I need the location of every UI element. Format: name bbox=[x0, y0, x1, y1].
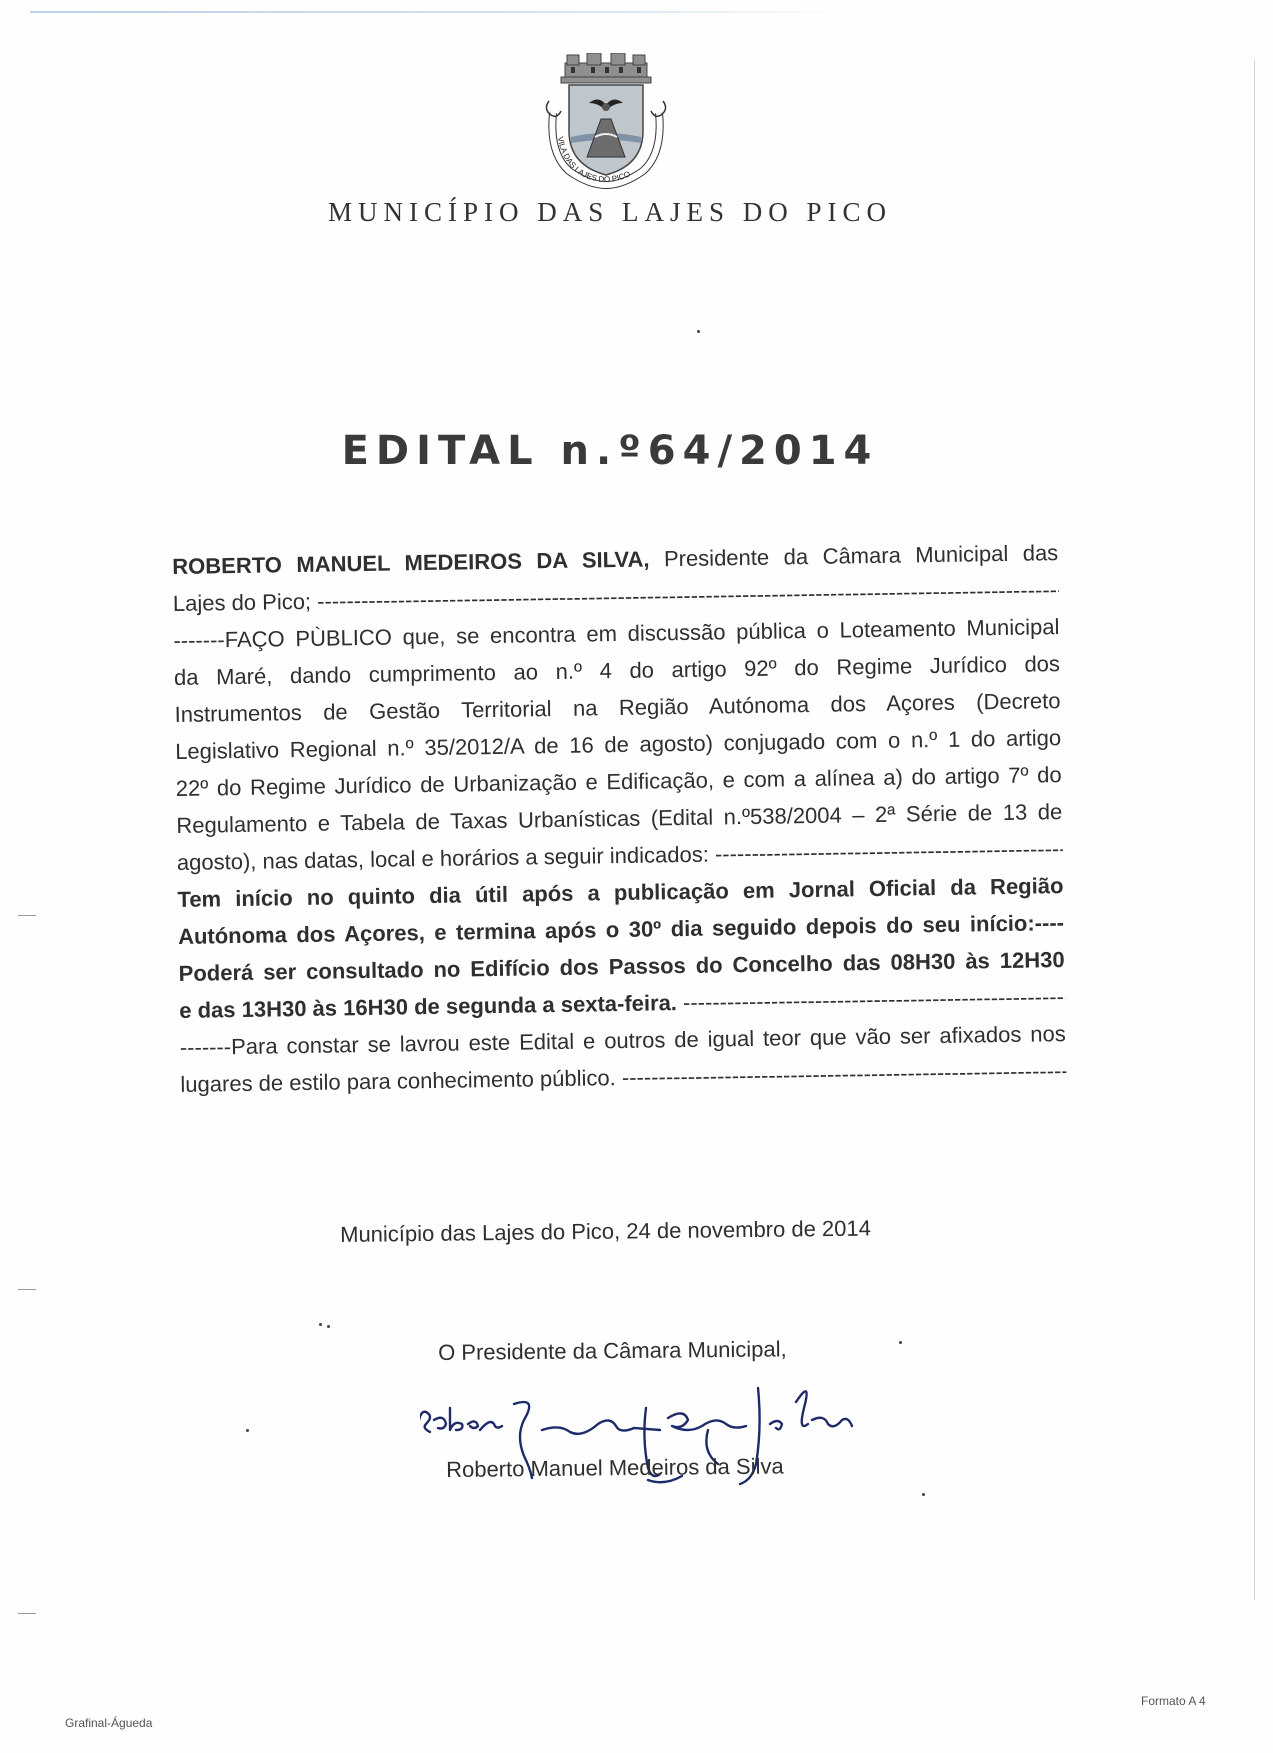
body-text: -------FAÇO PÙBLICO que, se encontra em discussão pública o Loteamento Municipal bbox=[173, 614, 1060, 653]
speck bbox=[697, 330, 700, 333]
speck bbox=[899, 1341, 902, 1344]
printer-mark: Grafinal-Águeda bbox=[65, 1716, 153, 1730]
bold-text: Autónoma dos Açores, e termina após o 30º dia seguido depois do seu início:---- bbox=[177, 910, 1065, 949]
body-text: Presidente da Câmara Municipal das bbox=[649, 540, 1059, 572]
place-date: Município das Lajes do Pico, 24 de novembro de 2014 bbox=[340, 1215, 872, 1247]
margin-tick bbox=[18, 915, 36, 916]
body-text: da Maré, dando cumprimento ao n.º 4 do artigo 92º do Regime Jurídico dos bbox=[173, 651, 1061, 690]
bold-text: ROBERTO MANUEL MEDEIROS DA SILVA, bbox=[172, 546, 650, 579]
body-text: agosto), nas datas, local e horários a seguir indicados: bbox=[176, 841, 716, 875]
speck bbox=[922, 1493, 925, 1496]
signatory-role: O Presidente da Câmara Municipal, bbox=[438, 1336, 787, 1365]
speck bbox=[319, 1323, 322, 1326]
body-text: Legislativo Regional n.º 35/2012/A de 16 de agosto) conjugado com o n.º 1 do artigo bbox=[175, 725, 1062, 764]
right-edge-rule bbox=[1254, 60, 1255, 1600]
margin-tick bbox=[18, 1289, 36, 1290]
signatory-name: Roberto Manuel Medeiros da Silva bbox=[446, 1453, 784, 1482]
body-text: Instrumentos de Gestão Territorial na Região Autónoma dos Açores (Decreto bbox=[174, 688, 1061, 727]
body-text: 22º do Regime Jurídico de Urbanização e Edificação, e com a alínea a) do artigo 7º do bbox=[175, 762, 1062, 801]
bold-text: Poderá ser consultado no Edifício dos Passos do Concelho das 08H30 às 12H30 bbox=[178, 947, 1065, 986]
bold-text: Tem início no quinto dia útil após a publicação em Jornal Oficial da Região bbox=[177, 873, 1064, 912]
body-text: lugares de estilo para conhecimento público. bbox=[180, 1065, 623, 1097]
municipal-crest-icon bbox=[539, 53, 673, 190]
paper-format: Formato A 4 bbox=[1141, 1694, 1206, 1708]
speck bbox=[246, 1429, 249, 1432]
body-text: Lajes do Pico; bbox=[172, 588, 318, 616]
body-text: -------Para constar se lavrou este Edital e outros de igual teor que vão ser afixados nos bbox=[179, 1021, 1066, 1060]
municipality-header: MUNICÍPIO DAS LAJES DO PICO bbox=[327, 197, 893, 227]
edital-body bbox=[172, 534, 1067, 1103]
crest-motto: VILA DAS LAJES DO PICO bbox=[555, 135, 632, 185]
edital-title: EDITAL n.º64/2014 bbox=[341, 428, 879, 474]
speck bbox=[327, 1325, 330, 1328]
body-text: Regulamento e Tabela de Taxas Urbanísticas (Edital n.º538/2004 – 2ª Série de 13 de bbox=[176, 799, 1063, 838]
bold-text: e das 13H30 às 16H30 de segunda a sexta-feira. bbox=[179, 990, 678, 1023]
top-rule bbox=[30, 11, 850, 13]
margin-tick bbox=[18, 1613, 36, 1614]
